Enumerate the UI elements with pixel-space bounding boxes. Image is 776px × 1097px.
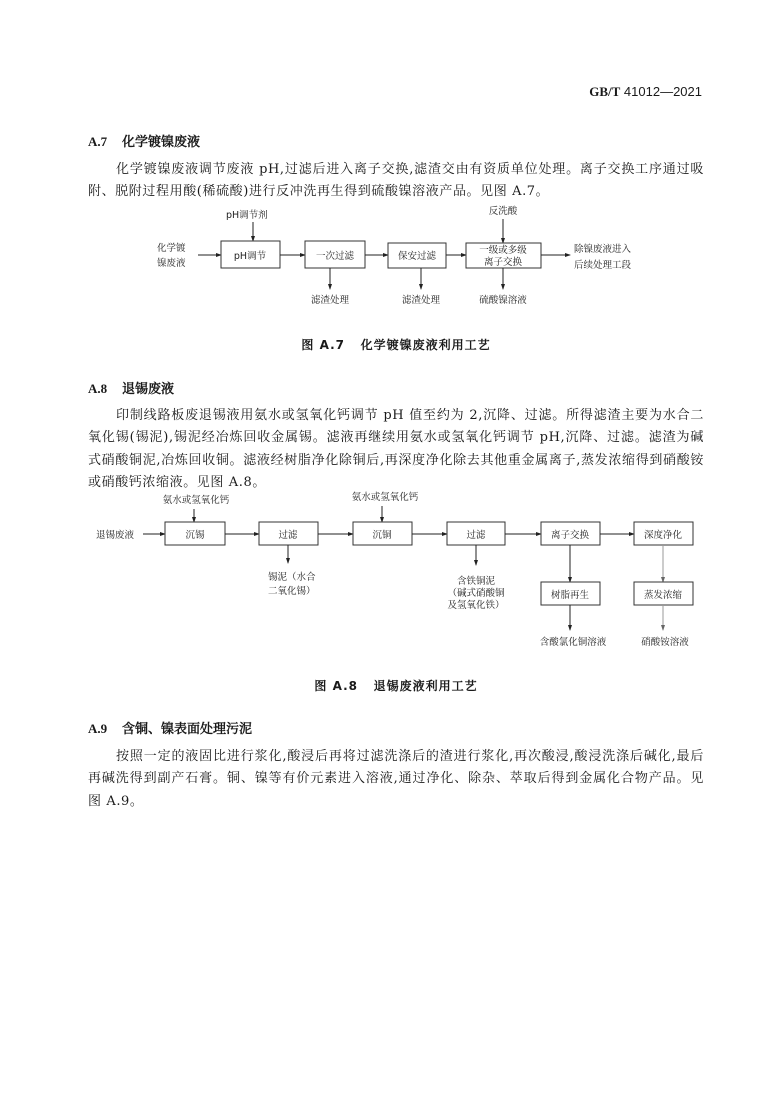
sludge-label: 及氢氧化铁）: [447, 600, 505, 611]
sludge-label: 含铁铜泥: [456, 576, 496, 587]
caption-title: 化学镀镍废液利用工艺: [360, 338, 491, 352]
process-label: 保安过滤: [397, 251, 437, 262]
process-label: 蒸发浓缩: [643, 590, 683, 601]
section-number: A.7: [88, 134, 108, 149]
figure-caption-a8: [88, 677, 704, 694]
figure-caption-a7: [88, 336, 704, 353]
section-paragraph-a7: 化学镀镍废液调节废液 pH,过滤后进入离子交换,滤渣交由有资质单位处理。离子交换工序通过吸附、脱附过程用酸(稀硫酸)进行反冲洗再生得到硫酸镍溶液产品。见图 A.7。: [88, 162, 704, 200]
reagent-label: 氨水或氢氧化钙: [162, 495, 230, 506]
section-title: 含铜、镍表面处理污泥: [122, 722, 253, 737]
caption-number: 图 A.8: [314, 679, 359, 693]
process-label: 离子交换: [483, 257, 523, 268]
output-label: 含酸氯化铜溶液: [539, 637, 607, 648]
standard-code-number: 41012—2021: [623, 84, 702, 99]
process-label: 一级或多级: [479, 245, 527, 256]
caption-title: 退锡废液利用工艺: [373, 679, 478, 693]
section-title: 退锡废液: [122, 382, 175, 397]
final-output-label: 后续处理工段: [574, 260, 632, 271]
process-label: 离子交换: [550, 530, 590, 541]
input-label: 化学镀: [157, 243, 186, 254]
section-title: 化学镀镍废液: [122, 135, 201, 150]
process-label: 过滤: [278, 530, 298, 541]
section-paragraph-a8: 印制线路板废退锡液用氨水或氢氧化钙调节 pH 值至约为 2,沉降、过滤。所得滤渣主要为水合二氧化锡(锡泥),锡泥经冶炼回收金属锡。滤液再继续用氨水或氢氧化钙调节 pH,沉降、过滤。滤渣为碱式硝酸铜泥,冶炼回收铜。滤液经树脂净化除铜后,再深度净化除去其他重金属离子,蒸发浓缩得到硝酸铵或硝酸钙浓缩液。见图 A.8。: [88, 408, 704, 490]
input-label: 镍废液: [157, 258, 186, 269]
process-label: 沉铜: [372, 530, 392, 541]
section-number: A.9: [88, 721, 108, 736]
sludge-label: （碱式硝酸铜: [447, 588, 505, 599]
section-paragraph-a9: 按照一定的液固比进行浆化,酸浸后再将过滤洗涤后的渣进行浆化,再次酸浸,酸浸洗涤后碱化,最后再碱洗得到副产石膏。铜、镍等有价元素进入溶液,通过净化、除杂、萃取后得到金属化合物产品。见图 A.9。: [88, 749, 704, 809]
reagent-label: pH调节剂: [226, 210, 268, 221]
section-heading-a9: [88, 718, 252, 737]
standard-code-prefix: GB/T: [589, 84, 621, 99]
input-label: 退锡废液: [96, 530, 135, 541]
caption-number: 图 A.7: [301, 338, 346, 352]
final-output-label: 除镍废液进入: [574, 244, 632, 255]
process-label: 深度净化: [643, 530, 683, 541]
process-label: 树脂再生: [550, 590, 590, 601]
process-label: 沉锡: [185, 530, 205, 541]
output-label: 硫酸镍溶液: [479, 295, 527, 306]
output-label: 硝酸铵溶液: [641, 637, 689, 648]
process-label: pH调节: [233, 251, 267, 262]
sludge-label: 二氧化锡）: [268, 586, 316, 597]
section-heading-a8: [88, 378, 174, 397]
process-label: 一次过滤: [315, 251, 355, 262]
sludge-label: 锡泥（水合: [268, 572, 316, 583]
output-label: 滤渣处理: [310, 295, 350, 306]
section-number: A.8: [88, 381, 108, 396]
reagent-label: 反洗酸: [488, 206, 518, 217]
output-label: 滤渣处理: [401, 295, 441, 306]
process-label: 过滤: [466, 530, 486, 541]
reagent-label: 氨水或氢氧化钙: [351, 492, 419, 503]
